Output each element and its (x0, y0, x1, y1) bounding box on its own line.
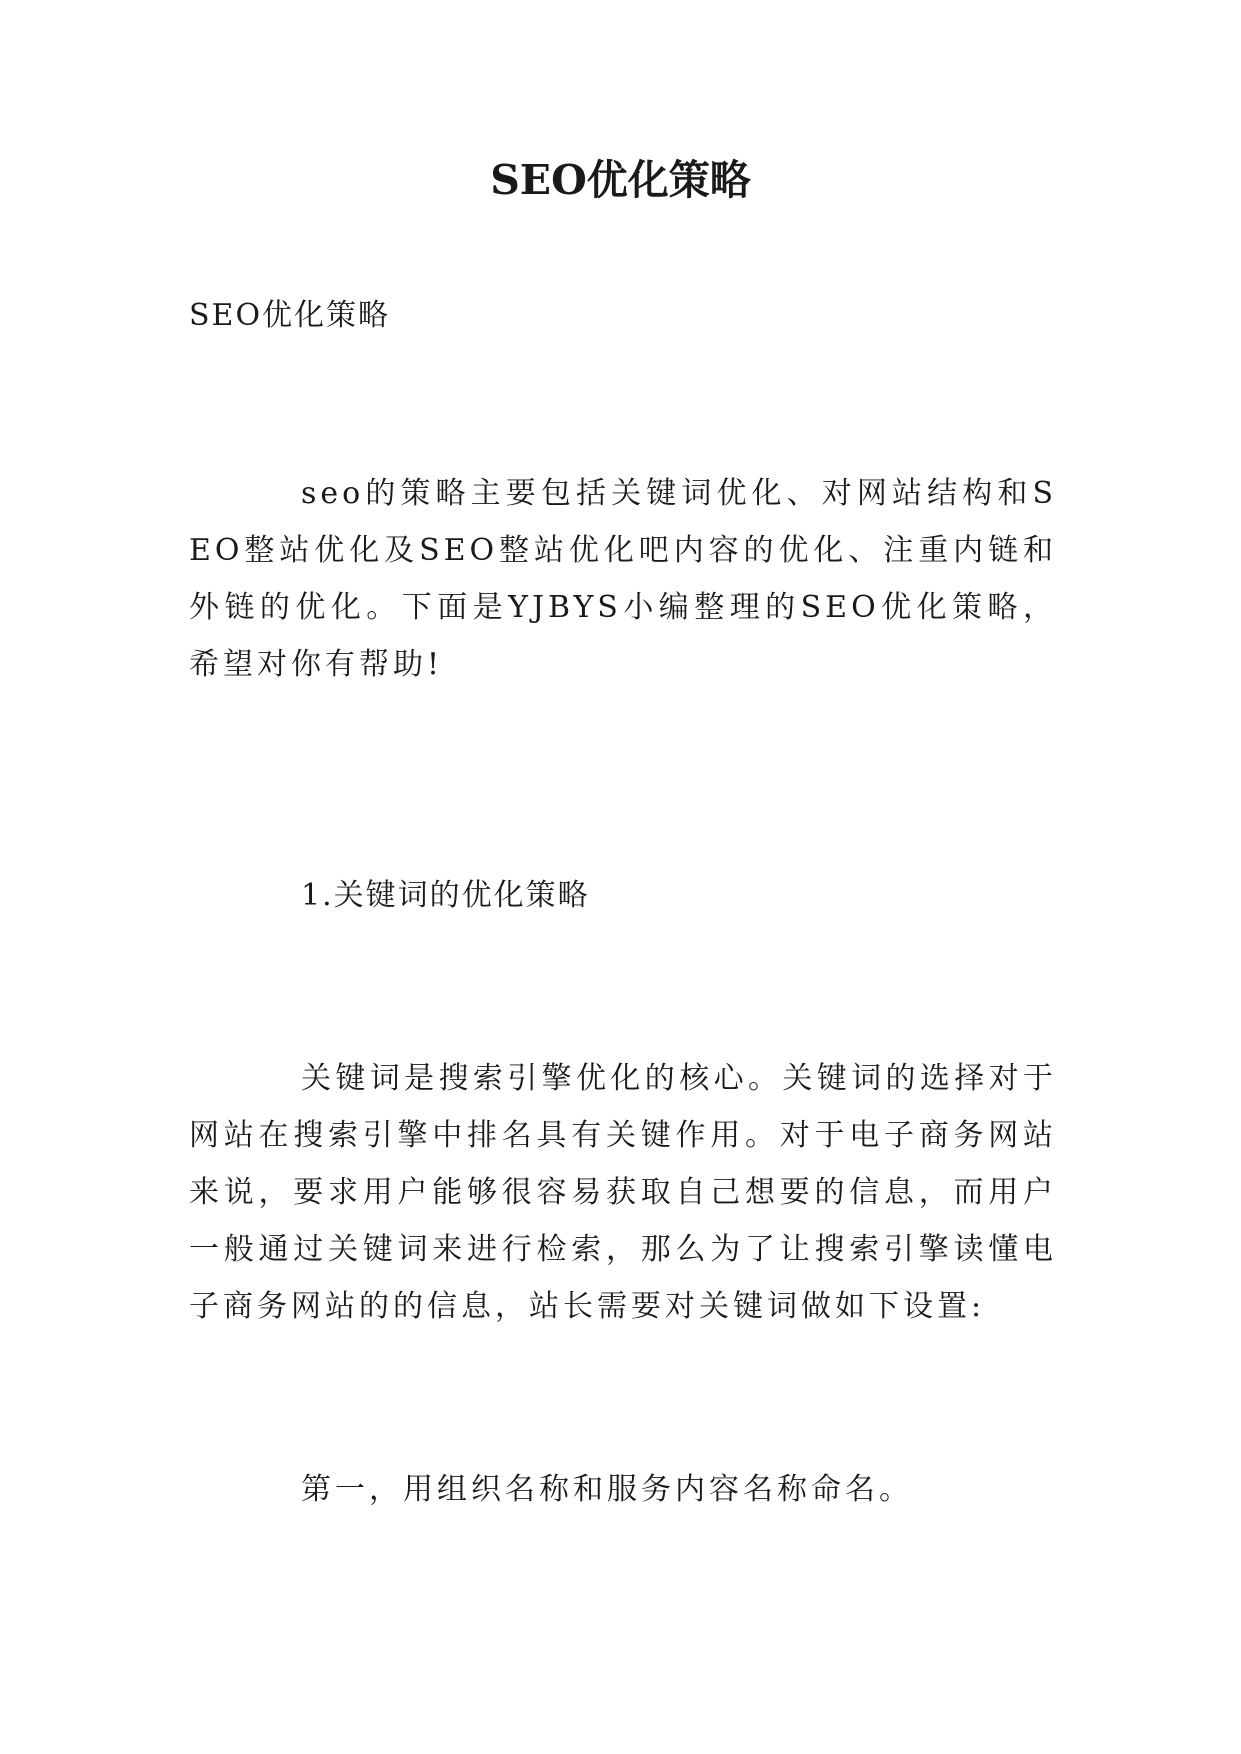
point-one-paragraph: 第一，用组织名称和服务内容名称命名。 (301, 1472, 913, 1507)
section-heading: 1.关键词的优化策略 (301, 878, 590, 913)
document-title: SEO优化策略 (490, 156, 751, 204)
section-body-paragraph: 关键词是搜索引擎优化的核心。关键词的选择对于网站在搜索引擎中排名具有关键作用。对于电子商务网站来说，要求用户能够很容易获取自己想要的信息，而用户一般通过关键词来进行检索，那么为了让搜索引擎读懂电子商务网站的的信息，站长需要对关键词做如下设置: (189, 1061, 1057, 1324)
document-subtitle: SEO优化策略 (189, 298, 391, 333)
intro-paragraph: seo的策略主要包括关键词优化、对网站结构和SEO整站优化及SEO整站优化吧内容的优化、注重内链和外链的优化。下面是YJBYS小编整理的SEO优化策略，希望对你有帮助! (189, 476, 1057, 682)
